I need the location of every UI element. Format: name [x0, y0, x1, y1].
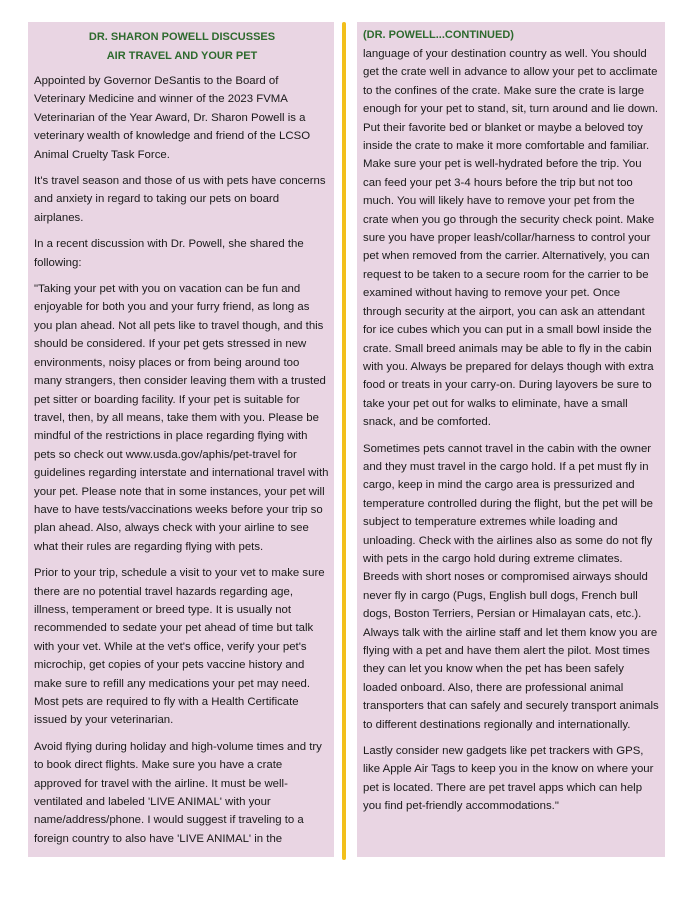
- paragraph-prior-trip: Prior to your trip, schedule a visit to your vet to make sure there are no potential travel hazards regarding age, illness, temperament or breed type. It is usually not recommended to sedate your pet ahead of time but talk with your vet. While at the vet's office, verify your pet's microchip, get copies of your pets vaccine history and make sure to refill any medications your pet may need. Most pets are required to fly with a Health Certificate issued by your veterinarian.: [34, 567, 325, 727]
- paragraph-intro: Appointed by Governor DeSantis to the Board of Veterinary Medicine and winner of the 2023 FVMA Veterinarian of the Year Award, Dr. Sharon Powell is a veterinary wealth of knowledge and friend of the LCSO Animal Cruelty Task Force.: [34, 75, 311, 161]
- paragraph-discussion: In a recent discussion with Dr. Powell, she shared the following:: [34, 238, 304, 269]
- left-column: [28, 22, 334, 857]
- right-column: [357, 22, 665, 857]
- title-line-1: DR. SHARON POWELL DISCUSSES: [88, 31, 276, 43]
- continued-label: (DR. POWELL...CONTINUED): [363, 29, 514, 41]
- column-divider: [342, 22, 346, 860]
- paragraph-cargo: Sometimes pets cannot travel in the cabin with the owner and they must travel in the cargo hold. If a pet must fly in cargo, keep in mind the cargo area is pressurized and temperature controlled during the flight, but the pet will be subject to temperature extremes while loading and unloading. Check with the airlines also as some do not fly with pets in the cargo hold during extreme climates. Breeds with short noses or compromised airways should never fly in cargo (Pugs, English bull dogs, French bull dogs, Boston Terriers, Persian or Himalayan cats, etc.). Always talk with the airline staff and let them know you are flying with a pet and have them alert the pilot. Most times they can let you know when the pet has been safely loaded onboard. Also, there are professional animal transporters that can safely and securely transport animals to different destinations regionally and internationally.: [363, 442, 659, 731]
- title-line-2: AIR TRAVEL AND YOUR PET: [106, 50, 258, 62]
- paragraph-quote-start: "Taking your pet with you on vacation can be fun and enjoyable for both you and your furry friend, as long as you plan ahead. Not all pets like to travel though, and this should be considered. If your pet gets stressed in new environments, noisy places or from being around too many strangers, then consider leaving them with a trusted pet sitter or boarding facility. If your pet is suitable for travel, then, by all means, take them with you. Please be mindful of the restrictions in place regarding flying with pets so check out www.usda.gov/aphis/pet-travel for guidelines regarding interstate and international travel with your pet. Please note that in some instances, your pet will have to have tests/vaccinations weeks before your trip so plan ahead. Also, always check with your airline to see what their rules are regarding flying with pets.: [34, 283, 329, 553]
- paragraph-season: It's travel season and those of us with pets have concerns and anxiety in regard to taking our pets on board airplanes.: [34, 175, 326, 224]
- article-title: [34, 28, 330, 66]
- paragraph-avoid-flying: Avoid flying during holiday and high-volume times and try to book direct flights. Make sure you have a crate approved for travel with the airline. It must be well-ventilated and labeled 'LIVE ANIMAL' with your name/address/phone. I would suggest if traveling to a foreign country to also have 'LIVE ANIMAL' in the: [34, 740, 322, 845]
- paragraph-gadgets: Lastly consider new gadgets like pet trackers with GPS, like Apple Air Tags to keep you in the know on where your pet is located. There are pet travel apps which can help you find pet-friendly accommodations.": [363, 745, 654, 813]
- paragraph-crate: language of your destination country as well. You should get the crate well in advance to allow your pet to acclimate to the confines of the crate. Make sure the crate is large enough for your pet to stand, sit, turn around and lie down. Put their favorite bed or blanket or maybe a beloved toy inside the crate to make it more comfortable and familiar. Make sure your pet is well-hydrated before the trip. You can feed your pet 3-4 hours before the trip but not too much. You will likely have to remove your pet from the crate when you go through the security check point. Make sure you have proper leash/collar/harness to control your pet when removed from the carrier. Alternatively, you can request to be taken to a secure room for the carrier to be examined without having to remove your pet. Once through security at the airport, you can ask an attendant for ice cubes which you can put in a small bowl inside the crate. Small breed animals may be able to fly in the cabin with you. Always be prepared for delays though with extra food or treats in your carry-on. During layovers be sure to take your pet out for walks to eliminate, have a small snack, and be comforted.: [363, 48, 659, 429]
